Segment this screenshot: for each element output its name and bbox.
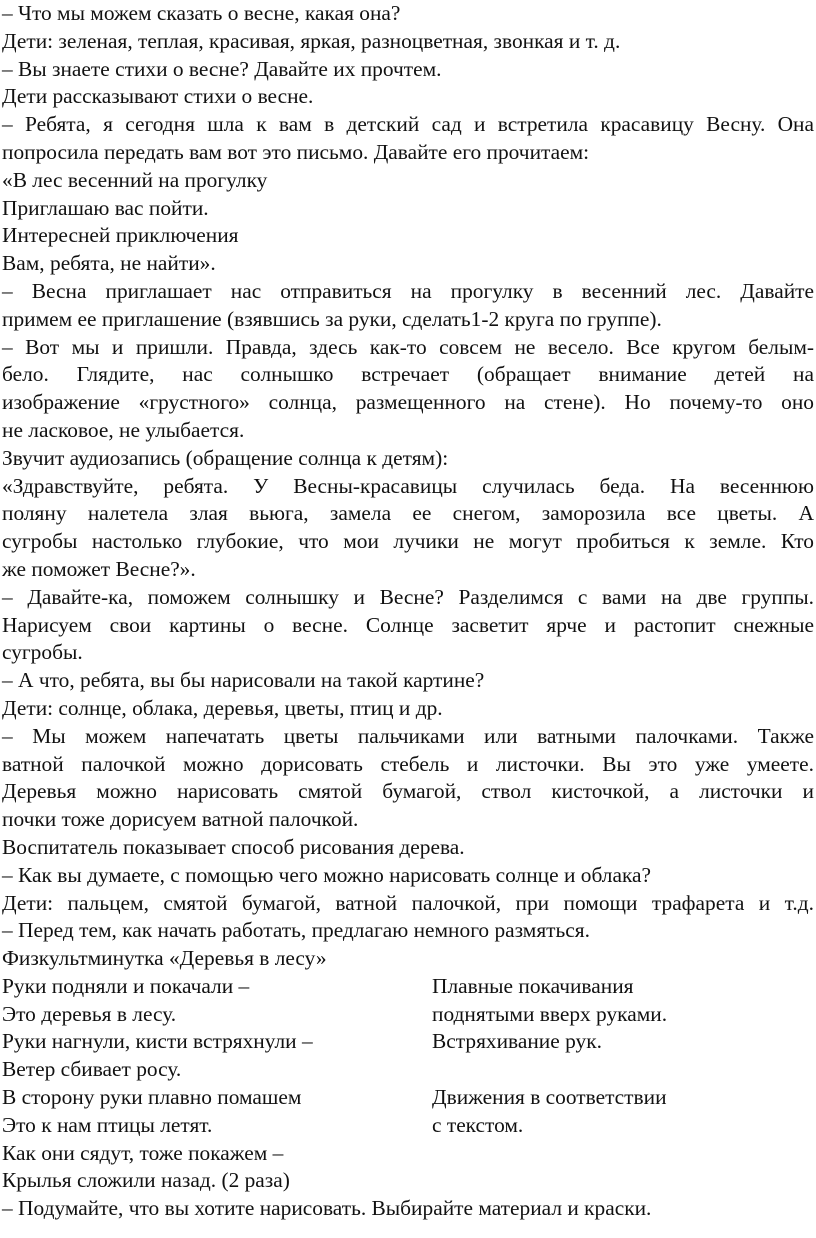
text-line: бело. Глядите, нас солнышко встречает (обращает внимание детей на bbox=[2, 362, 814, 387]
exercise-note: Движения в соответствии bbox=[432, 1085, 667, 1110]
section-heading: Физкультминутка «Деревья в лесу» bbox=[2, 946, 327, 971]
text-line: сугробы. bbox=[2, 640, 83, 665]
exercise-row bbox=[2, 1001, 814, 1029]
text-line: – Ребята, я сегодня шла к вам в детский сад и встретила красавицу Весну. Она bbox=[2, 112, 814, 137]
text-line: изображение «грустного» солнца, размещенного на стене). Но почему-то оно bbox=[2, 390, 814, 415]
text-line: поляну налетела злая вьюга, замела ее снегом, заморозила все цветы. А bbox=[2, 501, 814, 526]
document-page bbox=[2, 0, 814, 1223]
text-line: – Вот мы и пришли. Правда, здесь как-то совсем не весело. Все кругом белым- bbox=[2, 334, 814, 359]
text-line: попросила передать вам вот это письмо. Давайте его прочитаем: bbox=[2, 139, 590, 164]
text-line: Дети: пальцем, смятой бумагой, ватной палочкой, при помощи трафарета и т.д. bbox=[2, 890, 814, 915]
poem-line: Вам, ребята, не найти». bbox=[2, 251, 216, 276]
text-line: – Как вы думаете, с помощью чего можно нарисовать солнце и облака? bbox=[2, 862, 652, 887]
exercise-note: поднятыми вверх руками. bbox=[432, 1001, 668, 1026]
exercise-row bbox=[2, 1140, 814, 1168]
poem-line: «В лес весенний на прогулку bbox=[2, 167, 268, 192]
text-line: – Давайте-ка, поможем солнышку и Весне? Разделимся с вами на две группы. bbox=[2, 584, 814, 609]
text-line: – Перед тем, как начать работать, предлагаю немного размяться. bbox=[2, 918, 590, 943]
exercise-row bbox=[2, 1167, 814, 1195]
text-line: Деревья можно нарисовать смятой бумагой, ствол кисточкой, а листочки и bbox=[2, 779, 814, 804]
text-line: почки тоже дорисуем ватной палочкой. bbox=[2, 807, 359, 832]
text-line: «Здравствуйте, ребята. У Весны-красавицы случилась беда. На весеннюю bbox=[2, 473, 814, 498]
text-line: Воспитатель показывает способ рисования дерева. bbox=[2, 834, 465, 859]
exercise-row bbox=[2, 1112, 814, 1140]
text-line: – А что, ребята, вы бы нарисовали на такой картине? bbox=[2, 668, 485, 693]
text-line: примем ее приглашение (взявшись за руки, сделать1-2 круга по группе). bbox=[2, 306, 662, 331]
text-line: Дети рассказывают стихи о весне. bbox=[2, 84, 314, 109]
text-line: – Весна приглашает нас отправиться на прогулку в весенний лес. Давайте bbox=[2, 278, 814, 303]
exercise-note: Плавные покачивания bbox=[432, 973, 634, 998]
exercise-text: В сторону руки плавно помашем bbox=[2, 1085, 302, 1110]
exercise-row bbox=[2, 1084, 814, 1112]
exercise-text: Руки подняли и покачали – bbox=[2, 973, 250, 998]
text-line: сугробы настолько глубокие, что мои лучики не могут пробиться к земле. Кто bbox=[2, 529, 814, 554]
exercise-text: Как они сядут, тоже покажем – bbox=[2, 1140, 284, 1165]
text-line: – Мы можем напечатать цветы пальчиками или ватными палочками. Также bbox=[2, 723, 814, 748]
text-line: – Что мы можем сказать о весне, какая она? bbox=[2, 1, 401, 25]
exercise-text: Крылья сложили назад. (2 раза) bbox=[2, 1168, 290, 1193]
exercise-note: с текстом. bbox=[432, 1112, 524, 1137]
exercise-row bbox=[2, 973, 814, 1001]
closing-line: – Подумайте, что вы хотите нарисовать. Выбирайте материал и краски. bbox=[2, 1196, 652, 1221]
exercise-text: Это к нам птицы летят. bbox=[2, 1112, 213, 1137]
text-line: – Вы знаете стихи о весне? Давайте их прочтем. bbox=[2, 56, 442, 81]
text-line: Дети: зеленая, теплая, красивая, яркая, разноцветная, звонкая и т. д. bbox=[2, 28, 621, 53]
text-line: Нарисуем свои картины о весне. Солнце засветит ярче и растопит снежные bbox=[2, 612, 814, 637]
poem-line: Приглашаю вас пойти. bbox=[2, 195, 209, 220]
exercise-text: Ветер сбивает росу. bbox=[2, 1057, 182, 1082]
exercise-row bbox=[2, 1028, 814, 1056]
exercise-note: Встряхивание рук. bbox=[432, 1029, 602, 1054]
exercise-row bbox=[2, 1056, 814, 1084]
text-line: ватной палочкой можно дорисовать стебель и листочки. Вы это уже умеете. bbox=[2, 751, 814, 776]
text-line: Звучит аудиозапись (обращение солнца к детям): bbox=[2, 445, 449, 470]
exercise-text: Это деревья в лесу. bbox=[2, 1001, 177, 1026]
text-line: же поможет Весне?». bbox=[2, 556, 196, 581]
poem-line: Интересней приключения bbox=[2, 223, 239, 248]
exercise-text: Руки нагнули, кисти встряхнули – bbox=[2, 1029, 313, 1054]
text-line: не ласковое, не улыбается. bbox=[2, 417, 245, 442]
text-line: Дети: солнце, облака, деревья, цветы, птиц и др. bbox=[2, 695, 443, 720]
